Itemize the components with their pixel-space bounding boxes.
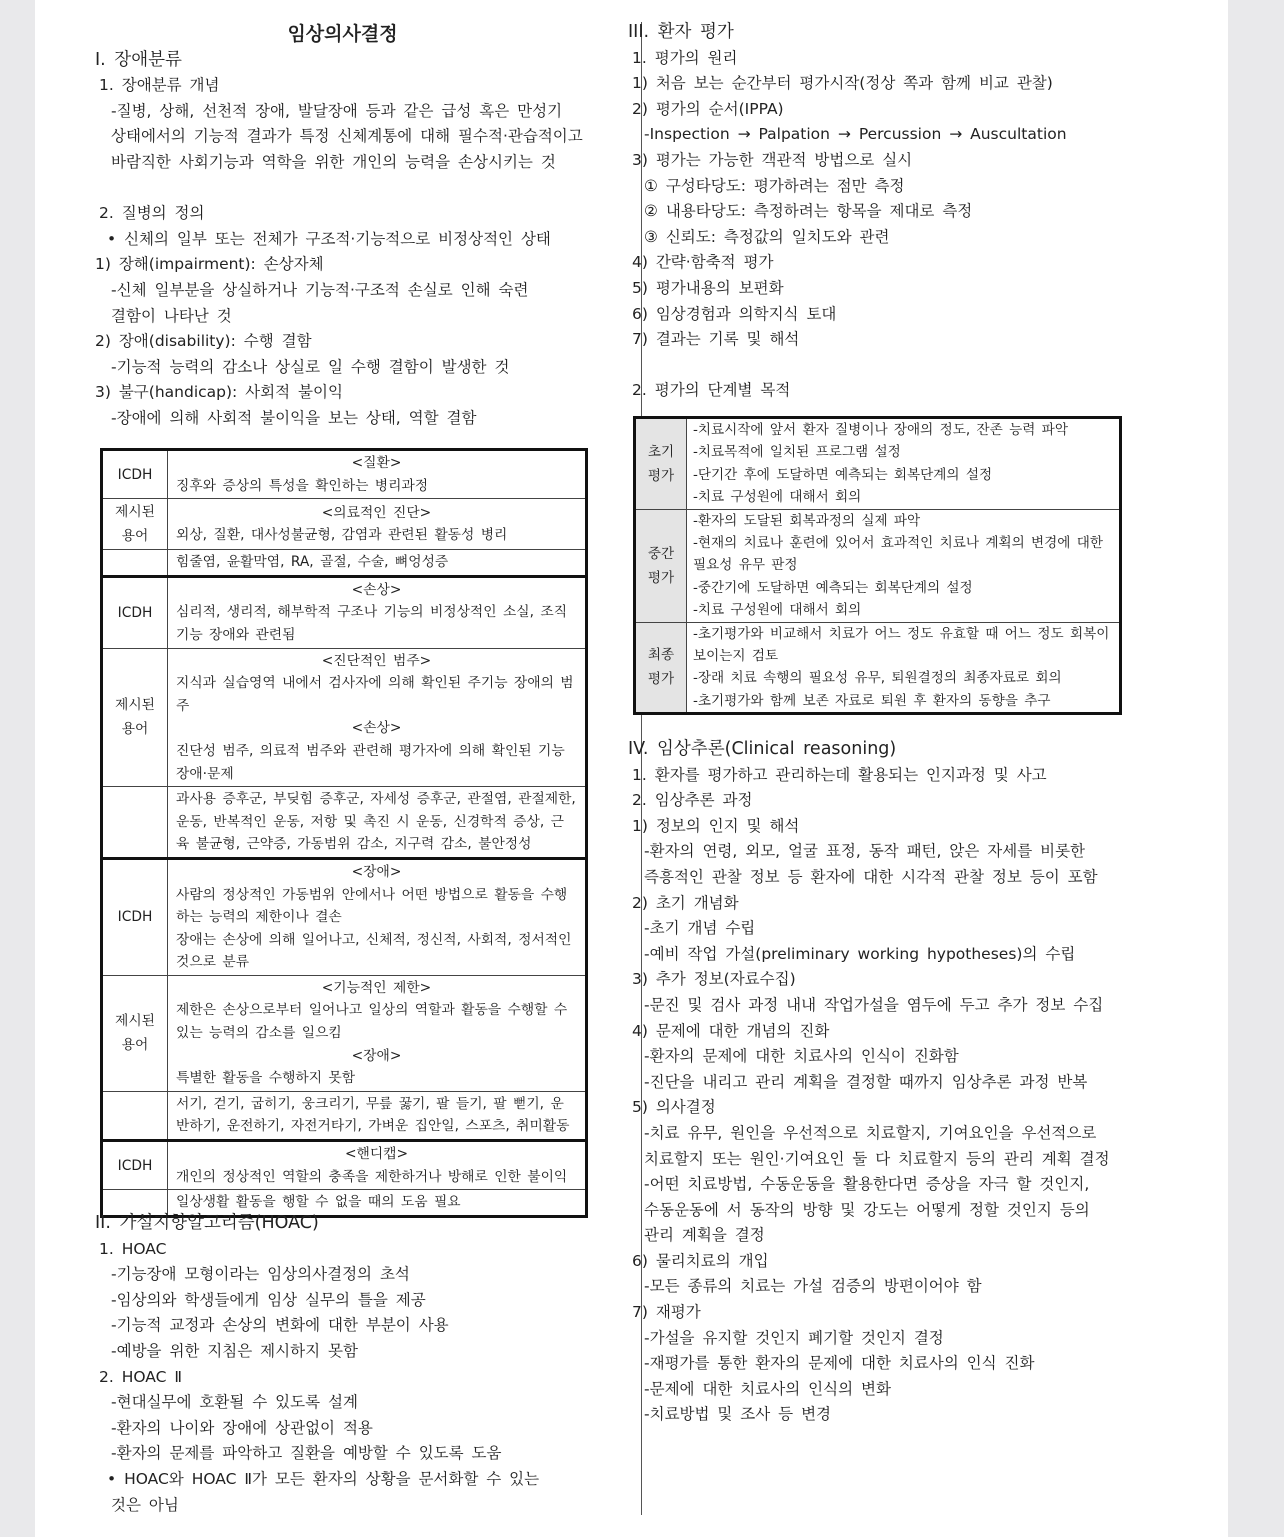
cell-line: <손상> (351, 581, 402, 598)
table-row (102, 787, 587, 859)
table-row (102, 450, 587, 499)
text-line: 2. 질병의 정의 (99, 204, 205, 223)
text-line: -가설을 유지할 것인지 폐기할 것인지 결정 (644, 1328, 944, 1347)
text-line: -Inspection → Palpation → Percussion → Auscultation (644, 125, 1067, 144)
stage-content (687, 622, 1121, 714)
cell-line: <핸디캡> (344, 1146, 409, 1163)
text-line: 상태에서의 기능적 결과가 특정 신체계통에 대해 필수적·관습적이고 (111, 127, 583, 146)
stage-label: 초기 평가 (635, 418, 687, 510)
text-line: -어떤 치료방법, 수동운동을 활용한다면 증상을 자극 할 것인지, (644, 1175, 1090, 1194)
text-line: 1) 장해(impairment): 손상자체 (95, 255, 324, 274)
cell-line: 일상생활 활동을 행할 수 없을 때의 도움 필요 (176, 1194, 461, 1211)
text-line: 4) 간략·함축적 평가 (632, 253, 774, 272)
cell-line: <장애> (351, 1047, 402, 1064)
row-label: 제시된 용어 (102, 975, 168, 1091)
text-line: -치료 유무, 원인을 우선적으로 치료할지, 기여요인을 우선적으로 (644, 1123, 1097, 1142)
row-label: ICDH (102, 858, 168, 975)
table-row (102, 499, 587, 550)
text-line: -질병, 상해, 선천적 장애, 발달장애 등과 같은 급성 혹은 만성기 (111, 101, 563, 120)
text-line: 3) 불구(handicap): 사회적 불이익 (95, 383, 343, 402)
text-line: -예방을 위한 지침은 제시하지 못함 (111, 1341, 358, 1360)
table-row (102, 858, 587, 975)
text-line: 1. 장애분류 개념 (99, 76, 220, 95)
text-line: ① 구성타당도: 평가하려는 점만 측정 (644, 176, 905, 195)
text-line: ② 내용타당도: 측정하려는 항목을 제대로 측정 (644, 202, 973, 221)
row-content (168, 450, 587, 499)
row-content (168, 550, 587, 577)
row-label: ICDH (102, 1141, 168, 1190)
cell-line: <질환> (351, 455, 402, 471)
cell-line: 힘줄염, 윤활막염, RA, 골절, 수술, 뼈엉성증 (176, 554, 449, 571)
row-label: 제시된 용어 (102, 499, 168, 550)
cell-line: -치료 구성원에 대해서 회의 (693, 489, 862, 506)
document-title: 임상의사결정 (287, 23, 398, 45)
cell-line: -현재의 치료나 훈련에 있어서 효과적인 치료나 계획의 변경에 대한 필요성 유무 판정 (693, 535, 1104, 574)
text-line: • 신체의 일부 또는 전체가 구조적·기능적으로 비정상적인 상태 (107, 229, 551, 248)
stage-label: 중간 평가 (635, 509, 687, 622)
disability-classification-table (100, 448, 588, 1218)
text-line: -모든 종류의 치료는 가설 검증의 방편이어야 함 (644, 1277, 982, 1296)
text-line: -기능적 교정과 손상의 변화에 대한 부분이 사용 (111, 1316, 449, 1335)
left-column-top (95, 22, 590, 432)
right-column-top (628, 20, 1123, 404)
row-content (168, 858, 587, 975)
row-content (168, 576, 587, 648)
section-heading: IV. 임상추론(Clinical reasoning) (628, 739, 897, 759)
text-line: -재평가를 통한 환자의 문제에 대한 치료사의 인식 진화 (644, 1354, 1035, 1373)
text-line: -환자의 연령, 외모, 얼굴 표정, 동작 패턴, 앉은 자세를 비롯한 (644, 842, 1086, 861)
row-content (168, 975, 587, 1091)
row-label: ICDH (102, 450, 168, 499)
text-line: -기능적 능력의 감소나 상실로 일 수행 결함이 발생한 것 (111, 357, 510, 376)
cell-line: <장애> (351, 863, 402, 880)
stage-content (687, 509, 1121, 622)
cell-line: 제한은 손상으로부터 일어나고 일상의 역할과 활동을 수행할 수 있는 능력의 감소를 일으킴 (176, 1002, 568, 1042)
text-line: -문진 및 검사 과정 내내 작업가설을 염두에 두고 추가 정보 수집 (644, 995, 1104, 1014)
text-line: • HOAC와 HOAC Ⅱ가 모든 환자의 상황을 문서화할 수 있는 (107, 1469, 540, 1488)
text-line: -임상의와 학생들에게 임상 실무의 틀을 제공 (111, 1290, 426, 1309)
evaluation-stage-table (633, 416, 1122, 715)
text-line: 3) 추가 정보(자료수집) (632, 970, 796, 989)
text-line: 2) 평가의 순서(IPPA) (632, 99, 784, 118)
section-heading: II. 가설지향알고리즘(HOAC) (95, 1213, 319, 1233)
cell-line: -단기간 후에 도달하면 예측되는 회복단계의 설정 (693, 466, 993, 483)
text-line: ③ 신뢰도: 측정값의 일치도와 관련 (644, 227, 890, 246)
text-line: -문제에 대한 치료사의 인식의 변화 (644, 1379, 891, 1398)
text-line: 1. 환자를 평가하고 관리하는데 활용되는 인지과정 및 사고 (632, 765, 1047, 784)
cell-line: <손상> (351, 720, 402, 737)
text-line: 2. HOAC Ⅱ (99, 1367, 183, 1386)
cell-line: <기능적인 제한> (321, 979, 432, 996)
text-line: 6) 임상경험과 의학지식 토대 (632, 304, 837, 323)
section-heading: I. 장애분류 (95, 49, 182, 70)
cell-line: 장애는 손상에 의해 일어나고, 신체적, 정신적, 사회적, 정서적인 것으로 분류 (176, 931, 572, 971)
text-line: 즉흥적인 관찰 정보 등 환자에 대한 시각적 관찰 정보 등이 포함 (644, 867, 1098, 886)
table-row (102, 576, 587, 648)
row-label: ICDH (102, 576, 168, 648)
text-line: -환자의 문제에 대한 치료사의 인식이 진화함 (644, 1047, 959, 1066)
text-line: 것은 아님 (111, 1495, 179, 1514)
cell-line: 진단성 범주, 의료적 범주와 관련해 평가자에 의해 확인된 기능 장애·문제 (176, 742, 565, 782)
row-label (102, 787, 168, 859)
cell-line: 징후와 증상의 특성을 확인하는 병리과정 (176, 477, 429, 494)
text-line: -장애에 의해 사회적 불이익을 보는 상태, 역할 결함 (111, 408, 477, 427)
text-line: 1. HOAC (99, 1239, 167, 1258)
text-line: 2. 평가의 단계별 목적 (632, 381, 791, 400)
cell-line: -초기평가와 비교해서 치료가 어느 정도 유효할 때 어느 정도 회복이 보이는지 검토 (693, 625, 1110, 665)
text-line: -예비 작업 가설(preliminary working hypotheses)의 수립 (644, 944, 1076, 963)
text-line: 바람직한 사회기능과 역학을 위한 개인의 능력을 손상시키는 것 (111, 152, 556, 171)
stage-content (687, 418, 1121, 510)
text-line: 결함이 나타난 것 (111, 306, 232, 325)
text-line: 2. 임상추론 과정 (632, 791, 753, 810)
text-line: 1. 평가의 원리 (632, 48, 738, 67)
row-content (168, 1091, 587, 1140)
cell-line: <진단적인 범주> (321, 652, 432, 669)
table-row (102, 1091, 587, 1140)
cell-line: 특별한 활동을 수행하지 못함 (176, 1070, 356, 1087)
row-content (168, 648, 587, 787)
text-line: -진단을 내리고 관리 계획을 결정할 때까지 임상추론 과정 반복 (644, 1072, 1088, 1091)
row-content (168, 787, 587, 859)
cell-line: -치료목적에 일치된 프로그램 설정 (693, 444, 901, 461)
blank-line (628, 353, 1123, 379)
cell-line: 개인의 정상적인 역할의 충족을 제한하거나 방해로 인한 불이익 (176, 1168, 568, 1185)
cell-line: 지식과 실습영역 내에서 검사자에 의해 확인된 주기능 장애의 범주 (176, 675, 574, 714)
text-line: 치료할지 또는 원인·기여요인 둘 다 치료할지 등의 관리 계획 결정 (644, 1149, 1110, 1168)
text-line: -신체 일부분을 상실하거나 기능적·구조적 손실로 인해 숙련 (111, 280, 529, 299)
text-line: -현대실무에 호환될 수 있도록 설계 (111, 1393, 358, 1412)
table-row (102, 648, 587, 787)
cell-line: -치료시작에 앞서 환자 질병이나 장애의 정도, 잔존 능력 파악 (693, 422, 1068, 438)
cell-line: -초기평가와 함께 보존 자료로 퇴원 후 환자의 동향을 추구 (693, 692, 1051, 709)
cell-line: 심리적, 생리적, 해부학적 구조나 기능의 비정상적인 소실, 조직기능 장애와 관련됨 (176, 604, 568, 643)
cell-line: -장래 치료 속행의 필요성 유무, 퇴원결정의 최종자료로 회의 (693, 670, 1062, 687)
text-line: 1) 정보의 인지 및 해석 (632, 816, 800, 835)
right-column-bottom (628, 737, 1123, 1428)
text-line: 4) 문제에 대한 개념의 진화 (632, 1021, 830, 1040)
cell-line: 과사용 증후군, 부딪힘 증후군, 자세성 증후군, 관절염, 관절제한, 운동, 반복적인 운동, 저항 및 촉진 시 운동, 신경학적 증상, 근육 불균형, 근약증, 가동범위 감소, 지구력 감소, 불안정성 (176, 791, 576, 853)
row-label: 제시된 용어 (102, 648, 168, 787)
text-line: -초기 개념 수립 (644, 919, 756, 938)
left-column-bottom (95, 1211, 590, 1518)
cell-line: <의료적인 진단> (321, 504, 432, 521)
text-line: 관리 계획을 결정 (644, 1226, 765, 1245)
table-row (102, 1141, 587, 1190)
text-line: -기능장애 모형이라는 임상의사결정의 초석 (111, 1265, 410, 1284)
blank-line (95, 176, 590, 202)
cell-line: -환자의 도달된 회복과정의 실제 파악 (693, 512, 921, 529)
table-row (102, 550, 587, 577)
row-content (168, 1141, 587, 1190)
text-line: -환자의 문제를 파악하고 질환을 예방할 수 있도록 도움 (111, 1444, 502, 1463)
cell-line: -치료 구성원에 대해서 회의 (693, 602, 862, 619)
text-line: 7) 결과는 기록 및 해석 (632, 330, 800, 349)
text-line: 수동운동에 서 동작의 방향 및 강도는 어떻게 정할 것인지 등의 (644, 1200, 1090, 1219)
row-label (102, 550, 168, 577)
row-label (102, 1091, 168, 1140)
stage-label: 최종 평가 (635, 622, 687, 714)
table-row (635, 418, 1121, 510)
text-line: 3) 평가는 가능한 객관적 방법으로 실시 (632, 150, 913, 169)
cell-line: 사람의 정상적인 가동범위 안에서나 어떤 방법으로 활동을 수행하는 능력의 제한이나 결손 (176, 886, 568, 926)
table-row (635, 509, 1121, 622)
text-line: 7) 재평가 (632, 1303, 701, 1322)
table-row (102, 975, 587, 1091)
section-heading: III. 환자 평가 (628, 22, 734, 42)
text-line: -환자의 나이와 장애에 상관없이 적용 (111, 1418, 373, 1437)
text-line: 5) 의사결정 (632, 1098, 716, 1117)
cell-line: -중간기에 도달하면 예측되는 회복단계의 설정 (693, 579, 973, 596)
cell-line: 외상, 질환, 대사성불균형, 감염과 관련된 활동성 병리 (176, 527, 508, 544)
text-line: 2) 장애(disability): 수행 결함 (95, 332, 312, 351)
text-line: 2) 초기 개념화 (632, 893, 739, 912)
row-content (168, 499, 587, 550)
text-line: -치료방법 및 조사 등 변경 (644, 1405, 832, 1424)
text-line: 6) 물리치료의 개입 (632, 1251, 769, 1270)
table-row (635, 622, 1121, 714)
text-line: 1) 처음 보는 순간부터 평가시작(정상 쪽과 함께 비교 관찰) (632, 74, 1053, 93)
cell-line: 서기, 걷기, 굽히기, 웅크리기, 무릎 꿇기, 팔 들기, 팔 뻗기, 운반하기, 운전하기, 자전거타기, 가벼운 집안일, 스포츠, 취미활동 (176, 1095, 570, 1135)
text-line: 5) 평가내용의 보편화 (632, 278, 784, 297)
